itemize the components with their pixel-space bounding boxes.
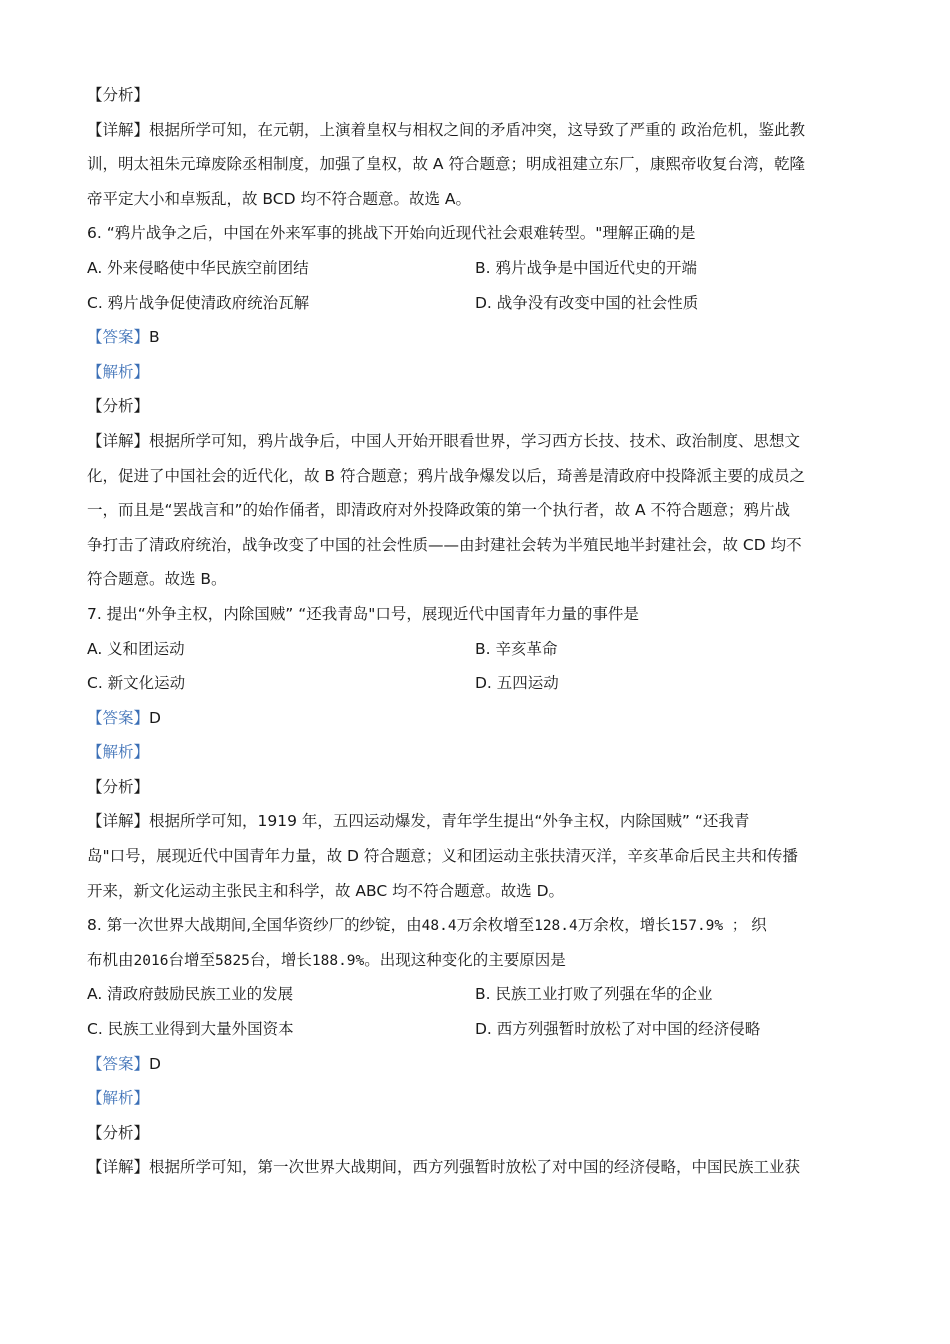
q7-options-row xyxy=(87,666,867,701)
q8-options-row xyxy=(87,977,867,1012)
q8-option-b: B. 民族工业打败了列强在华的企业 xyxy=(475,985,713,1004)
stem-text: 万余枚，增长 xyxy=(577,916,671,935)
q6-jiexi: 【解析】 xyxy=(87,362,150,381)
detail-label: 【详解】 xyxy=(87,431,150,450)
q6-detail-line: 一，而且是“罢战言和”的始作俑者，即清政府对外投降政策的第一个执行者，故 A 不符合题意；鸦片战 xyxy=(87,501,791,520)
q5-analysis xyxy=(87,78,867,113)
q8-detail-line xyxy=(87,1150,867,1185)
stem-text: 台增至 xyxy=(168,950,215,969)
q6-option-d: D. 战争没有改变中国的社会性质 xyxy=(475,293,699,312)
q6-answer xyxy=(87,320,867,355)
detail-text: 帝平定大小和卓叛乱，故 BCD 均不符合题意。故选 A。 xyxy=(87,189,472,208)
answer-value: D xyxy=(149,708,161,727)
q5-detail xyxy=(87,113,867,217)
q7-option-a: A. 义和团运动 xyxy=(87,639,185,658)
q8-option-d: D. 西方列强暂时放松了对中国的经济侵略 xyxy=(475,1020,761,1039)
q6-option-a: A. 外来侵略使中华民族空前团结 xyxy=(87,258,309,277)
q5-detail-line xyxy=(87,182,867,217)
detail-label: 【详解】 xyxy=(87,1158,150,1177)
q5-detail-line xyxy=(87,113,867,148)
q6-option-b: B. 鸦片战争是中国近代史的开端 xyxy=(475,258,697,277)
q8-jiexi: 【解析】 xyxy=(87,1089,150,1108)
detail-text: 根据所学可知，在元朝，上演着皇权与相权之间的矛盾冲突，这导致了严重的 政治危机，鉴此教 xyxy=(149,120,805,139)
q7-detail-line: 岛"口号，展现近代中国青年力量，故 D 符合题意；义和团运动主张扶清灭洋，辛亥革命后民主共和传播 xyxy=(87,847,798,866)
stem-number: 5825 xyxy=(214,952,250,969)
q6-stem: 6. “鸦片战争之后，中国在外来军事的挑战下开始向近现代社会艰难转型。"理解正确的是 xyxy=(87,224,696,243)
q6-detail xyxy=(87,424,867,597)
answer-label: 【答案】 xyxy=(87,328,150,347)
q7-options-row xyxy=(87,632,867,667)
q8-option-c: C. 民族工业得到大量外国资本 xyxy=(87,1020,294,1039)
q7-detail-line: 开来，新文化运动主张民主和科学，故 ABC 均不符合题意。故选 D。 xyxy=(87,881,565,900)
analysis-label: 【分析】 xyxy=(87,86,150,104)
detail-text: 训，明太祖朱元璋废除丞相制度，加强了皇权，故 A 符合题意；明成祖建立东厂，康熙帝收复台湾，乾隆 xyxy=(87,155,805,174)
stem-number: 128.4 xyxy=(534,918,578,935)
detail-text: 根据所学可知，第一次世界大战期间，西方列强暂时放松了对中国的经济侵略，中国民族工业获 xyxy=(149,1158,801,1177)
q6-detail-line: 争打击了清政府统治，战争改变了中国的社会性质——由封建社会转为半殖民地半封建社会，故 CD 均不 xyxy=(87,535,802,554)
q8-option-a: A. 清政府鼓励民族工业的发展 xyxy=(87,985,294,1004)
q6-option-c: C. 鸦片战争促使清政府统治瓦解 xyxy=(87,293,310,312)
q6-detail-line: 符合题意。故选 B。 xyxy=(87,570,227,589)
stem-text: 织 xyxy=(746,916,767,935)
q6-analysis: 【分析】 xyxy=(87,397,150,416)
q7-answer xyxy=(87,701,867,736)
answer-label: 【答案】 xyxy=(87,708,150,727)
q7-detail xyxy=(87,804,867,908)
q8-stem-line2 xyxy=(87,943,867,978)
q7-analysis: 【分析】 xyxy=(87,777,150,796)
q6-detail-line: 化，促进了中国社会的近代化，故 B 符合题意；鸦片战争爆发以后，琦善是清政府中投降派主要的成员之 xyxy=(87,466,805,485)
q5-detail-line xyxy=(87,147,867,182)
q7-option-d: D. 五四运动 xyxy=(475,674,559,693)
q7-detail-line xyxy=(87,804,867,839)
stem-number: 188.9% xyxy=(311,952,365,969)
stem-number: 157.9% ； xyxy=(670,918,747,935)
q6-options-row xyxy=(87,251,867,286)
q6-options-row xyxy=(87,286,867,321)
answer-value: D xyxy=(149,1054,161,1073)
detail-label: 【详解】 xyxy=(87,120,150,139)
stem-text: 。出现这种变化的主要原因是 xyxy=(364,950,566,969)
stem-text: 8. 第一次世界大战期间,全国华资纱厂的纱锭，由 xyxy=(87,916,422,935)
document-page xyxy=(87,78,867,1185)
answer-value: B xyxy=(149,328,160,347)
stem-text: 布机由 xyxy=(87,950,134,969)
q8-analysis: 【分析】 xyxy=(87,1123,150,1142)
stem-text: 台，增长 xyxy=(249,950,312,969)
stem-text: 万余枚增至 xyxy=(456,916,535,935)
q7-jiexi: 【解析】 xyxy=(87,743,150,762)
answer-label: 【答案】 xyxy=(87,1054,150,1073)
q6-detail-line xyxy=(87,424,867,459)
detail-text: 根据所学可知，1919 年，五四运动爆发，青年学生提出“外争主权，内除国贼” “还我青 xyxy=(149,812,750,831)
stem-number: 2016 xyxy=(133,952,169,969)
detail-label: 【详解】 xyxy=(87,812,150,831)
q8-answer xyxy=(87,1047,867,1082)
q7-option-b: B. 辛亥革命 xyxy=(475,639,558,658)
q7-stem: 7. 提出“外争主权，内除国贼” “还我青岛"口号，展现近代中国青年力量的事件是 xyxy=(87,604,639,623)
q7-option-c: C. 新文化运动 xyxy=(87,674,186,693)
stem-number: 48.4 xyxy=(421,918,457,935)
q8-stem-line1 xyxy=(87,908,867,943)
q8-options-row xyxy=(87,1012,867,1047)
detail-text: 根据所学可知，鸦片战争后，中国人开始开眼看世界，学习西方长技、技术、政治制度、思想文 xyxy=(149,431,801,450)
